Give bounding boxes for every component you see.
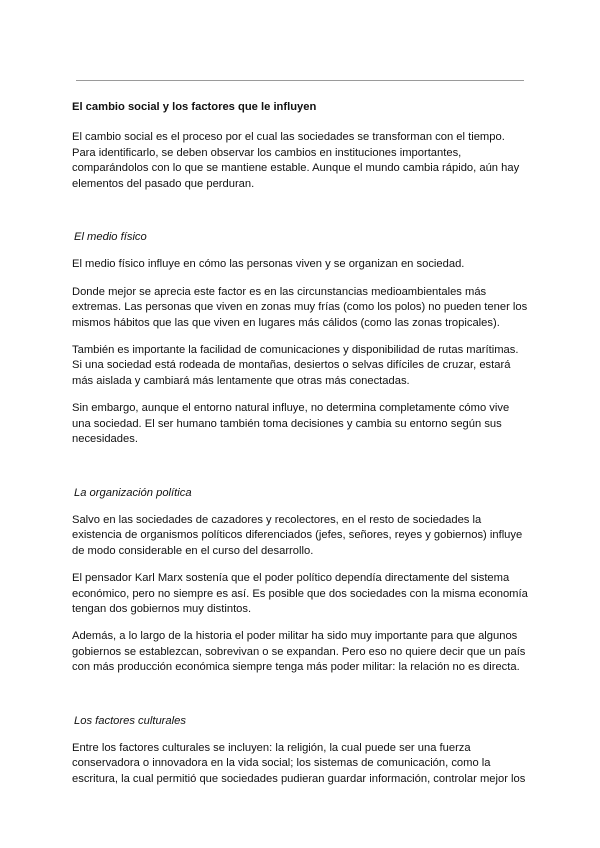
paragraph: Sin embargo, aunque el entorno natural influye, no determina completamente cómo vive una sociedad. El ser humano también toma decisiones y cambia su entorno según sus necesidades. — [72, 402, 510, 446]
paragraph: El pensador Karl Marx sostenía que el poder político dependía directamente del sistema económico, pero no siempre es así. Es posible que dos sociedades con la misma economía tengan dos gobiernos muy distintos. — [72, 572, 528, 615]
section-heading-medio-fisico: El medio físico — [74, 231, 147, 244]
document-body — [72, 100, 528, 799]
paragraph: Donde mejor se aprecia este factor es en las circunstancias medioambientales más extremas. Las personas que viven en zonas muy frías (como los polos) no pueden tener los mismos hábitos que las que viven en lugares más cálidos (como las zonas tropicales). — [72, 285, 528, 329]
section-heading-factores-culturales: Los factores culturales — [74, 714, 186, 727]
intro-paragraph: El cambio social es el proceso por el cual las sociedades se transforman con el tiempo. Para identificarlo, se deben observar los cambios en instituciones importantes, comparándolos con lo que se mantiene estable. Aunque el mundo cambia rápido, aún hay elementos del pasado que perduran. — [72, 131, 520, 190]
paragraph: Salvo en las sociedades de cazadores y recolectores, en el resto de sociedades la existencia de organismos políticos diferenciados (jefes, señores, reyes y gobiernos) influye de modo considerable en el curso del desarrollo. — [72, 513, 523, 557]
paragraph: Entre los factores culturales se incluyen: la religión, la cual puede ser una fuerza conservadora o innovadora en la vida social; los sistemas de comunicación, como la escritura, la cual permitió que sociedades pudieran guardar información, controlar mejor los — [72, 741, 526, 785]
paragraph: El medio físico influye en cómo las personas viven y se organizan en sociedad. — [72, 258, 465, 271]
paragraph: Además, a lo largo de la historia el poder militar ha sido muy importante para que algunos gobiernos se establezcan, sobrevivan o se expandan. Pero eso no quiere decir que un país con más producción económica siempre tenga más poder militar: la relación no es directa. — [72, 630, 526, 674]
top-divider — [76, 80, 524, 81]
document-title: El cambio social y los factores que le influyen — [72, 101, 317, 113]
section-heading-organizacion-politica: La organización política — [74, 486, 192, 499]
paragraph: También es importante la facilidad de comunicaciones y disponibilidad de rutas marítimas. Si una sociedad está rodeada de montañas, desiertos o selvas difíciles de cruzar, estará más aislada y cambiará más lentamente que otras más conectadas. — [72, 344, 519, 387]
